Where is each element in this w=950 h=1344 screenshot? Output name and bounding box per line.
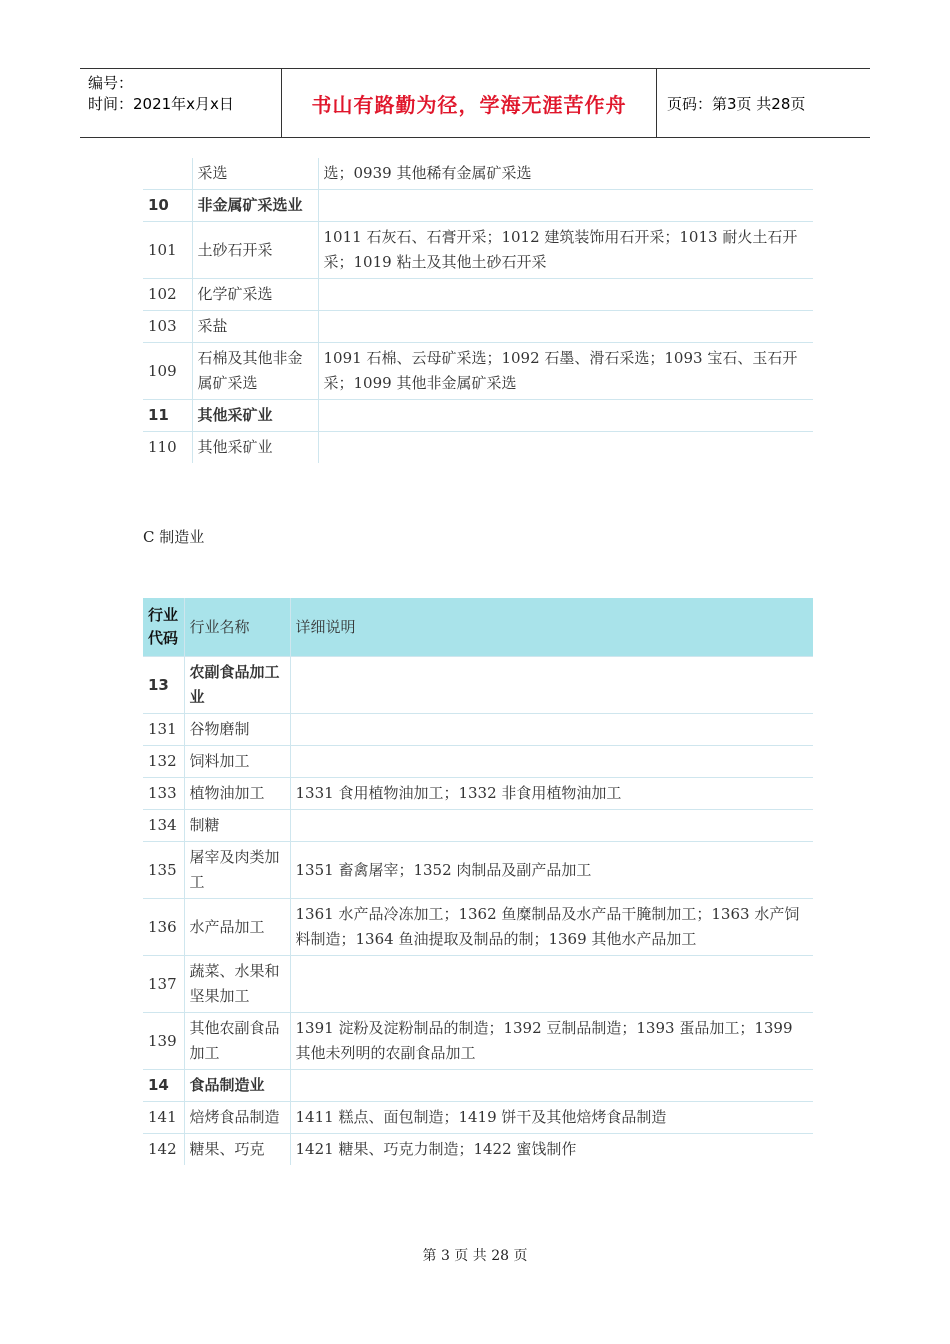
- detail-cell: [290, 657, 813, 714]
- detail-cell: [290, 714, 813, 746]
- detail-cell: 1331 食用植物油加工；1332 非食用植物油加工: [290, 778, 813, 810]
- table-row: [143, 1013, 813, 1070]
- header-detail: 详细说明: [290, 598, 813, 657]
- table-row: [143, 1070, 813, 1102]
- industry-name-cell: 食品制造业: [184, 1070, 290, 1102]
- manufacturing-industry-table: [143, 598, 813, 1165]
- industry-name-cell: 饲料加工: [184, 746, 290, 778]
- detail-cell: [318, 279, 813, 311]
- table-row: [143, 279, 813, 311]
- industry-name-cell: 石棉及其他非金属矿采选: [192, 343, 318, 400]
- industry-name-cell: 制糖: [184, 810, 290, 842]
- detail-cell: [290, 956, 813, 1013]
- industry-name-cell: 土砂石开采: [192, 222, 318, 279]
- industry-name-cell: 农副食品加工业: [184, 657, 290, 714]
- industry-code-cell: 10: [143, 190, 192, 222]
- table-row: [143, 311, 813, 343]
- industry-code-cell: 141: [143, 1102, 184, 1134]
- industry-code-cell: 137: [143, 956, 184, 1013]
- industry-code-cell: 101: [143, 222, 192, 279]
- industry-name-cell: 谷物磨制: [184, 714, 290, 746]
- detail-cell: 1411 糕点、面包制造；1419 饼干及其他焙烤食品制造: [290, 1102, 813, 1134]
- industry-name-cell: 水产品加工: [184, 899, 290, 956]
- industry-code-cell: 136: [143, 899, 184, 956]
- industry-code-cell: 109: [143, 343, 192, 400]
- industry-name-cell: 采盐: [192, 311, 318, 343]
- industry-code-cell: 131: [143, 714, 184, 746]
- industry-code-cell: [143, 158, 192, 190]
- detail-cell: [318, 400, 813, 432]
- header-industry-name: 行业名称: [184, 598, 290, 657]
- table-row: [143, 657, 813, 714]
- table-row: [143, 746, 813, 778]
- industry-name-cell: 其他农副食品加工: [184, 1013, 290, 1070]
- industry-code-cell: 102: [143, 279, 192, 311]
- industry-code-cell: 132: [143, 746, 184, 778]
- table-row: [143, 714, 813, 746]
- table-row: [143, 343, 813, 400]
- industry-name-cell: 蔬菜、水果和坚果加工: [184, 956, 290, 1013]
- table-row: [143, 190, 813, 222]
- industry-name-cell: 植物油加工: [184, 778, 290, 810]
- industry-code-cell: 14: [143, 1070, 184, 1102]
- industry-name-cell: 其他采矿业: [192, 400, 318, 432]
- industry-code-cell: 139: [143, 1013, 184, 1070]
- detail-cell: 1421 糖果、巧克力制造；1422 蜜饯制作: [290, 1134, 813, 1166]
- industry-code-cell: 110: [143, 432, 192, 464]
- detail-cell: [318, 432, 813, 464]
- detail-cell: 1091 石棉、云母矿采选；1092 石墨、滑石采选；1093 宝石、玉石开采；1099 其他非金属矿采选: [318, 343, 813, 400]
- table-row: [143, 778, 813, 810]
- table-row: [143, 222, 813, 279]
- industry-name-cell: 焙烤食品制造: [184, 1102, 290, 1134]
- document-time: 时间：2021年x月x日: [88, 95, 234, 113]
- table-row: [143, 956, 813, 1013]
- industry-name-cell: 化学矿采选: [192, 279, 318, 311]
- detail-cell: 1391 淀粉及淀粉制品的制造；1392 豆制品制造；1393 蛋品加工；1399 其他未列明的农副食品加工: [290, 1013, 813, 1070]
- header-industry-code: 行业代码: [143, 598, 184, 657]
- industry-name-cell: 其他采矿业: [192, 432, 318, 464]
- table-row: [143, 1134, 813, 1166]
- table-row: [143, 899, 813, 956]
- industry-name-cell: 糖果、巧克: [184, 1134, 290, 1166]
- detail-cell: [318, 311, 813, 343]
- detail-cell: 选；0939 其他稀有金属矿采选: [318, 158, 813, 190]
- table-row: [143, 432, 813, 464]
- header-page-info: 页码：第3页 共28页: [667, 94, 806, 113]
- industry-code-cell: 11: [143, 400, 192, 432]
- detail-cell: 1361 水产品冷冻加工；1362 鱼糜制品及水产品干腌制加工；1363 水产饲料制造；1364 鱼油提取及制品的制；1369 其他水产品加工: [290, 899, 813, 956]
- industry-name-cell: 采选: [192, 158, 318, 190]
- document-number-label: 编号：: [88, 74, 134, 92]
- detail-cell: 1011 石灰石、石膏开采；1012 建筑装饰用石开采；1013 耐火土石开采；1019 粘土及其他土砂石开采: [318, 222, 813, 279]
- detail-cell: [290, 746, 813, 778]
- industry-code-cell: 13: [143, 657, 184, 714]
- table-row: [143, 400, 813, 432]
- page-header: [80, 68, 870, 138]
- table-row: [143, 1102, 813, 1134]
- table-row: [143, 158, 813, 190]
- industry-code-cell: 133: [143, 778, 184, 810]
- industry-code-cell: 103: [143, 311, 192, 343]
- section-title: C 制造业: [143, 528, 205, 546]
- industry-code-cell: 134: [143, 810, 184, 842]
- header-motto: 书山有路勤为径，学海无涯苦作舟: [282, 69, 657, 137]
- industry-code-cell: 142: [143, 1134, 184, 1166]
- industry-name-cell: 屠宰及肉类加工: [184, 842, 290, 899]
- mining-industry-table: [143, 158, 813, 463]
- detail-cell: [290, 810, 813, 842]
- table-header-row: [143, 598, 813, 657]
- page-footer: 第 3 页 共 28 页: [422, 1248, 528, 1264]
- industry-name-cell: 非金属矿采选业: [192, 190, 318, 222]
- detail-cell: [290, 1070, 813, 1102]
- header-meta: [80, 69, 282, 137]
- industry-code-cell: 135: [143, 842, 184, 899]
- detail-cell: 1351 畜禽屠宰；1352 肉制品及副产品加工: [290, 842, 813, 899]
- table-row: [143, 810, 813, 842]
- table-row: [143, 842, 813, 899]
- detail-cell: [318, 190, 813, 222]
